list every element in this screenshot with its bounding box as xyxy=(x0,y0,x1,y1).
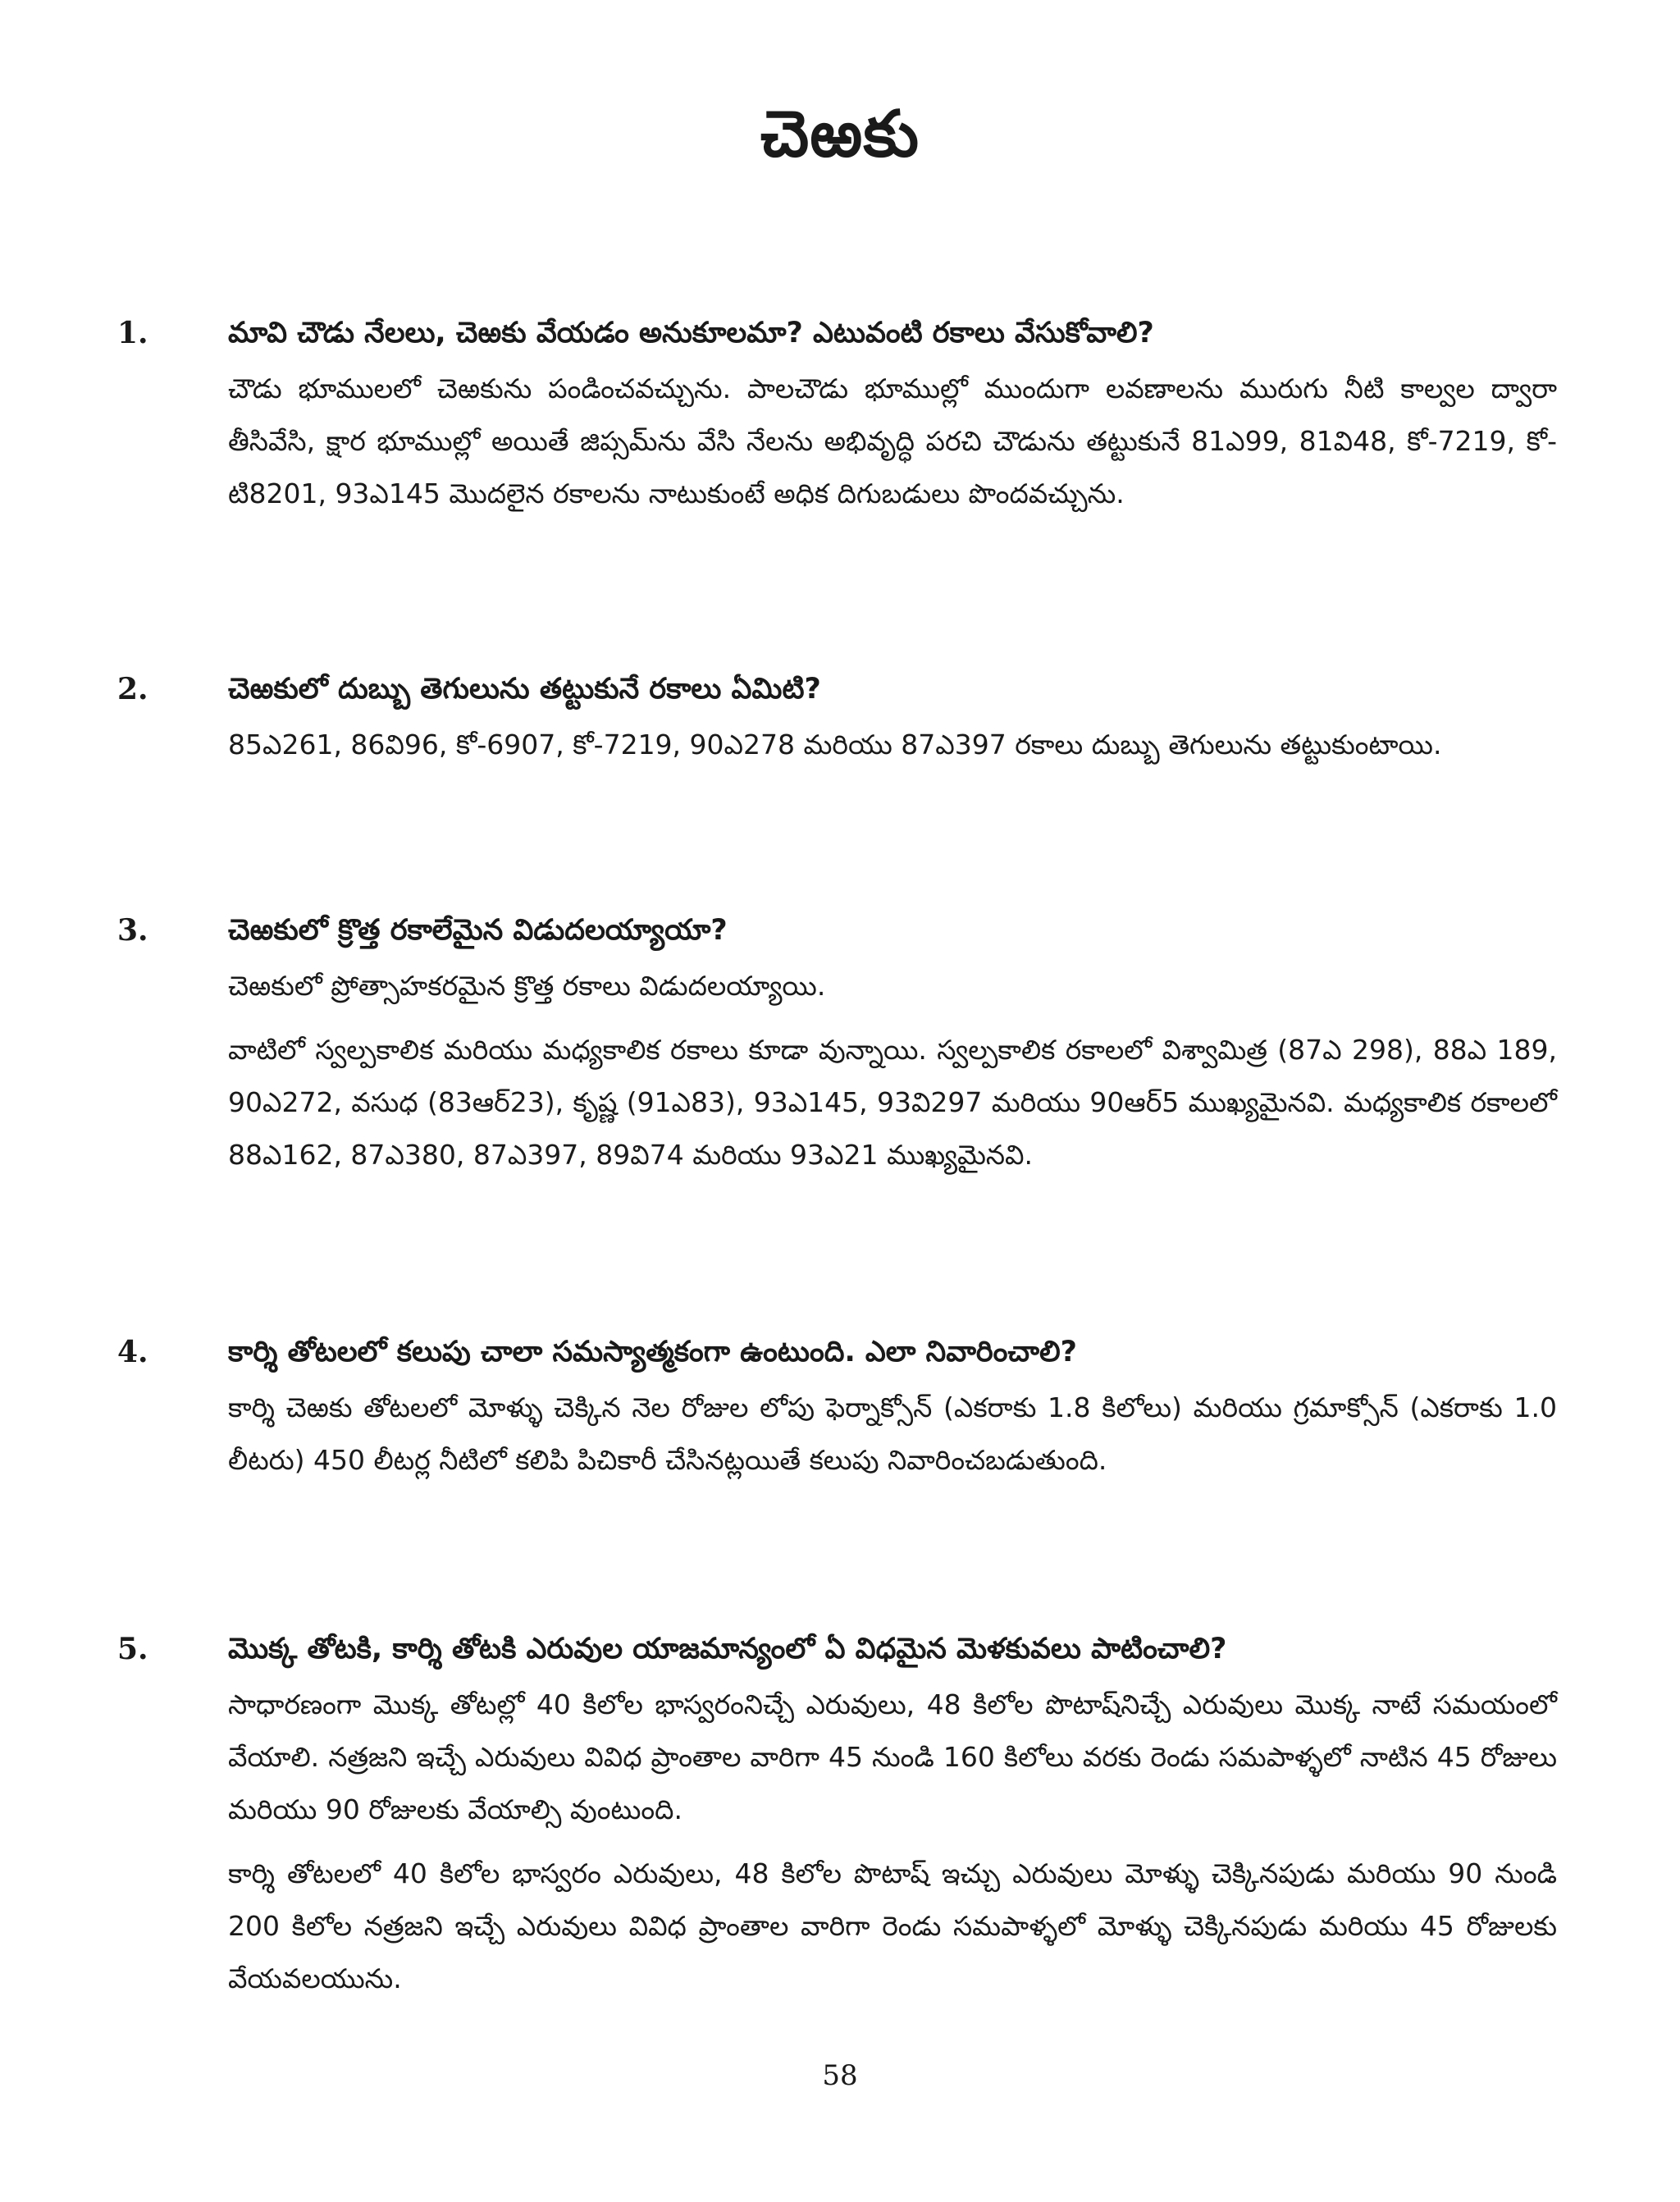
question-number: 2. xyxy=(117,672,148,706)
qa-item-1 xyxy=(0,304,1680,520)
question-text: మావి చౌడు నేలలు, చెఱకు వేయడం అనుకూలమా? ఎటువంటి రకాలు వేసుకోవాలి? xyxy=(228,317,1154,349)
question-row xyxy=(0,660,1680,719)
answer-paragraph: కార్శి తోటలలో 40 కిలోల భాస్వరం ఎరువులు, 48 కిలోల పొటాష్ ఇచ్చు ఎరువులు మోళ్ళు చెక్కినపుడు మరియు 90 నుండి 200 కిలోల నత్రజని ఇచ్చే ఎరువులు వివిధ ప్రాంతాల వారిగా రెండు సమపాళ్ళలో మోళ్ళు చెక్కినపుడు మరియు 45 రోజులకు వేయవలయును. xyxy=(228,1857,1557,1994)
answer-paragraph: చౌడు భూములలో చెఱకును పండించవచ్చును. పాలచౌడు భూముల్లో ముందుగా లవణాలను మురుగు నీటి కాల్వల ద్వారా తీసివేసి, క్షార భూముల్లో అయితే జిప్సమ్‌ను వేసి నేలను అభివృద్ధి పరచి చౌడును తట్టుకునే 81ఎ99, 81వి48, కో-7219, కో-టి8201, 93ఎ145 మొదలైన రకాలను నాటుకుంటే అధిక దిగుబడులు పొందవచ్చును. xyxy=(228,372,1557,509)
question-text: చెఱకులో క్రొత్త రకాలేమైన విడుదలయ్యాయా? xyxy=(228,914,728,947)
answer-block xyxy=(228,719,1557,771)
question-row xyxy=(0,1620,1680,1679)
question-number: 3. xyxy=(117,913,148,948)
question-number: 1. xyxy=(117,316,148,350)
question-row xyxy=(0,304,1680,363)
question-text: చెఱకులో దుబ్బు తెగులును తట్టుకునే రకాలు ఏమిటి? xyxy=(228,673,821,706)
qa-item-3 xyxy=(0,901,1680,1181)
answer-paragraph: చెఱకులో ప్రోత్సాహకరమైన క్రొత్త రకాలు విడుదలయ్యాయి. xyxy=(228,970,826,1002)
answer-paragraph: వాటిలో స్వల్పకాలిక మరియు మధ్యకాలిక రకాలు కూడా వున్నాయి. స్వల్పకాలిక రకాలలో విశ్వామిత్ర (87ఎ 298), 88ఎ 189, 90ఎ272, వసుధ (83ఆర్23), కృష్ణ (91ఎ83), 93ఎ145, 93వి297 మరియు 90ఆర్5 ముఖ్యమైనవి. మధ్యకాలిక రకాలలో 88ఎ162, 87ఎ380, 87ఎ397, 89వి74 మరియు 93ఎ21 ముఖ్యమైనవి. xyxy=(228,1034,1557,1171)
question-text: కార్శి తోటలలో కలుపు చాలా సమస్యాత్మకంగా ఉంటుంది. ఎలా నివారించాలి? xyxy=(228,1336,1077,1368)
page-title: చెఱకు xyxy=(760,98,920,171)
qa-item-2 xyxy=(0,660,1680,771)
answer-block xyxy=(228,1679,1557,2005)
question-number: 5. xyxy=(117,1632,148,1666)
question-row xyxy=(0,1323,1680,1382)
answer-paragraph: సాధారణంగా మొక్క తోటల్లో 40 కిలోల భాస్వరంనిచ్చే ఎరువులు, 48 కిలోల పొటాష్‌నిచ్చే ఎరువులు మొక్క నాటే సమయంలో వేయాలి. నత్రజని ఇచ్చే ఎరువులు వివిధ ప్రాంతాల వారిగా 45 నుండి 160 కిలోలు వరకు రెండు సమపాళ్ళలో నాటిన 45 రోజులు మరియు 90 రోజులకు వేయాల్సి వుంటుంది. xyxy=(228,1688,1557,1825)
answer-paragraph: 85ఎ261, 86వి96, కో-6907, కో-7219, 90ఎ278 మరియు 87ఎ397 రకాలు దుబ్బు తెగులును తట్టుకుంటాయి. xyxy=(228,729,1442,761)
answer-block xyxy=(228,1382,1557,1487)
qa-item-5 xyxy=(0,1620,1680,2005)
answer-block xyxy=(228,960,1557,1181)
qa-item-4 xyxy=(0,1323,1680,1487)
question-row xyxy=(0,901,1680,960)
question-text: మొక్క తోటకి, కార్శి తోటకి ఎరువుల యాజమాన్యంలో ఏ విధమైన మెళకువలు పాటించాలి? xyxy=(228,1633,1227,1665)
answer-block xyxy=(228,363,1557,520)
question-number: 4. xyxy=(117,1335,148,1369)
answer-paragraph: కార్శి చెఱకు తోటలలో మోళ్ళు చెక్కిన నెల రోజుల లోపు ఫెర్నాక్సోన్ (ఎకరాకు 1.8 కిలోలు) మరియు గ్రమాక్సోన్ (ఎకరాకు 1.0 లీటరు) 450 లీటర్ల నీటిలో కలిపి పిచికారీ చేసినట్లయితే కలుపు నివారించబడుతుంది. xyxy=(228,1391,1557,1476)
page-number: 58 xyxy=(822,2059,858,2092)
